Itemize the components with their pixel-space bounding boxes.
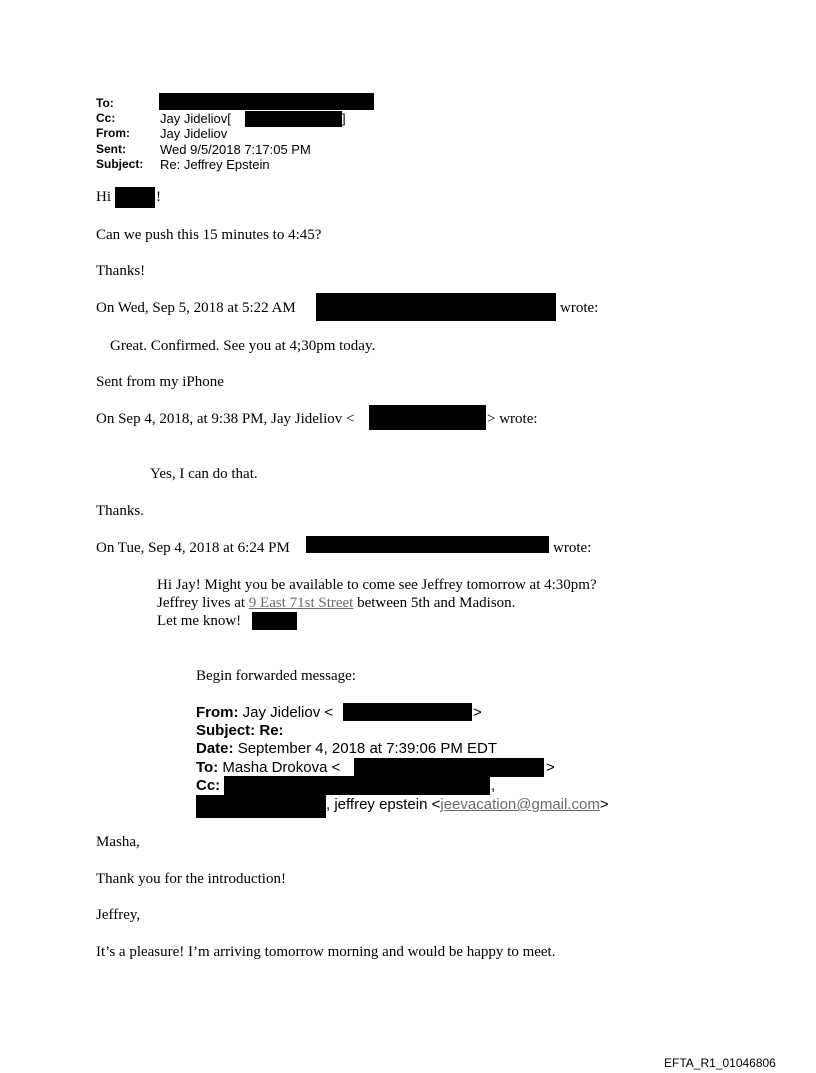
- fwd-cc-line2-suffix: >: [599, 796, 609, 813]
- yes-line: Yes, I can do that.: [150, 466, 258, 482]
- fwd-subject-line: [196, 722, 284, 740]
- fwd-from-line: [196, 704, 333, 722]
- quote2-suffix: > wrote:: [487, 411, 538, 427]
- pleasure-line: It’s a pleasure! I’m arriving tomorrow morning and would be happy to meet.: [96, 944, 556, 960]
- confirmed-line: Great. Confirmed. See you at 4;30pm today.: [110, 338, 376, 354]
- fwd-from-close: >: [473, 704, 482, 721]
- sent-from-iphone: Sent from my iPhone: [96, 374, 224, 390]
- fwd-date-label: Date:: [196, 740, 234, 757]
- quote3-suffix: wrote:: [553, 540, 592, 556]
- address-prefix: Jeffrey lives at: [157, 595, 246, 611]
- masha-line: Masha,: [96, 834, 140, 850]
- from-value: Jay Jideliov: [160, 126, 228, 141]
- address-suffix: between 5th and Madison.: [357, 595, 516, 611]
- from-label: From:: [96, 126, 130, 140]
- redaction-fwd-from-email: [343, 703, 472, 721]
- fwd-subject-value: Re:: [259, 722, 284, 739]
- redaction-fwd-cc-line2: [196, 795, 326, 818]
- fwd-to-close: >: [546, 759, 555, 776]
- fwd-cc-email-link[interactable]: jeevacation@gmail.com: [440, 796, 600, 813]
- document-id: EFTA_R1_01046806: [664, 1056, 776, 1070]
- fwd-cc-line2-prefix: , jeffrey epstein <: [326, 796, 441, 813]
- fwd-to-value: Masha Drokova <: [222, 759, 341, 776]
- to-label: To:: [96, 96, 114, 110]
- hi-jay-line: Hi Jay! Might you be available to come see Jeffrey tomorrow at 4:30pm?: [157, 577, 597, 593]
- fwd-date-value: September 4, 2018 at 7:39:06 PM EDT: [237, 740, 498, 757]
- begin-forwarded-line: Begin forwarded message:: [196, 668, 356, 684]
- fwd-date-line: [196, 740, 497, 758]
- fwd-cc-comma: ,: [491, 777, 496, 794]
- redaction-fwd-to-email: [354, 758, 544, 777]
- quote3-prefix: On Tue, Sep 4, 2018 at 6:24 PM: [96, 540, 290, 556]
- subject-value: Re: Jeffrey Epstein: [160, 157, 270, 172]
- thank-you-line: Thank you for the introduction!: [96, 871, 286, 887]
- thanks-line: Thanks!: [96, 263, 146, 279]
- fwd-from-label: From:: [196, 704, 239, 721]
- push-request-line: Can we push this 15 minutes to 4:45?: [96, 227, 322, 243]
- thanks-dot-line: Thanks.: [96, 503, 144, 519]
- fwd-to-line: [196, 759, 340, 777]
- quote2-prefix: On Sep 4, 2018, at 9:38 PM, Jay Jideliov <: [96, 411, 355, 427]
- cc-label: Cc:: [96, 111, 116, 125]
- fwd-from-value: Jay Jideliov <: [242, 704, 334, 721]
- quote1-suffix: wrote:: [560, 300, 599, 316]
- fwd-cc-label: Cc:: [196, 777, 221, 794]
- redaction-quote2-email: [369, 405, 486, 430]
- sent-label: Sent:: [96, 142, 126, 156]
- let-me-know-line: Let me know!: [157, 613, 242, 629]
- redaction-quote1-sender: [316, 293, 556, 321]
- redaction-cc: [245, 111, 342, 127]
- fwd-to-label: To:: [196, 759, 219, 776]
- fwd-cc-line2: [326, 796, 609, 814]
- address-link[interactable]: 9 East 71st Street: [248, 595, 354, 611]
- redaction-to: [159, 93, 374, 110]
- redaction-quote3-sender: [306, 536, 549, 553]
- greeting-suffix: !: [156, 189, 161, 205]
- cc-value-suffix: ]: [342, 111, 346, 126]
- cc-value-prefix: Jay Jideliov[: [160, 111, 231, 126]
- address-line: [157, 594, 515, 612]
- redaction-signoff-name: [252, 612, 297, 630]
- quote1-prefix: On Wed, Sep 5, 2018 at 5:22 AM: [96, 300, 296, 316]
- redaction-fwd-cc-line1: [224, 776, 490, 795]
- sent-value: Wed 9/5/2018 7:17:05 PM: [160, 142, 311, 157]
- greeting-prefix: Hi: [96, 189, 111, 205]
- subject-label: Subject:: [96, 157, 144, 171]
- fwd-subject-label: Subject:: [196, 722, 256, 739]
- jeffrey-line: Jeffrey,: [96, 907, 141, 923]
- redaction-greeting-name: [115, 187, 155, 208]
